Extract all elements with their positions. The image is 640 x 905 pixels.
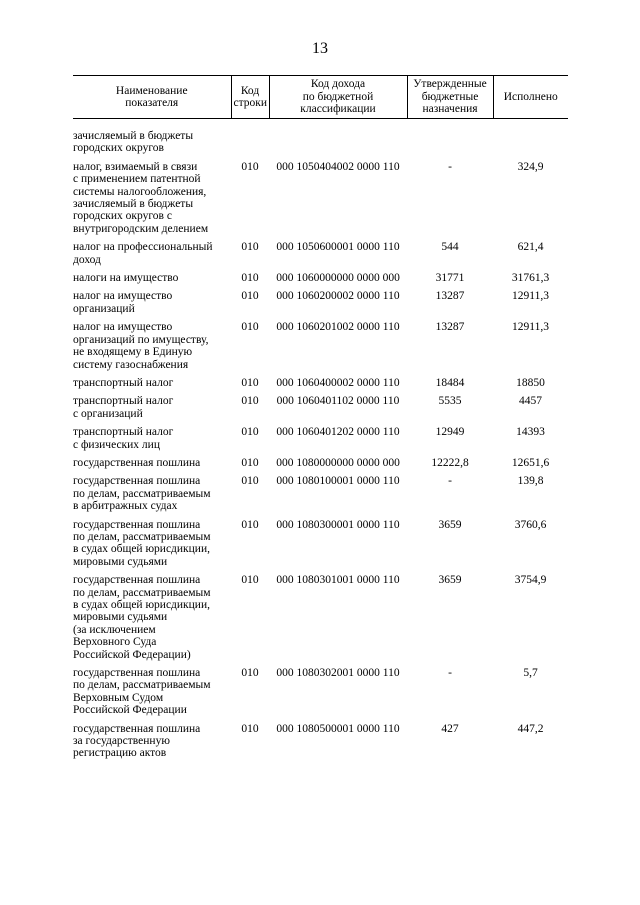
table-row — [73, 426, 568, 457]
line-code-cell — [231, 519, 269, 575]
line-code-cell — [231, 161, 269, 241]
table-row — [73, 667, 568, 723]
line-code: 010 — [241, 290, 259, 303]
approved-amount-cell — [407, 161, 493, 241]
budget-classification-code-cell — [269, 667, 407, 723]
line-code: 010 — [241, 395, 259, 408]
executed-amount-cell — [493, 475, 568, 518]
executed-amount: 14393 — [516, 426, 545, 439]
table-header-row — [73, 76, 568, 119]
budget-classification-code: 000 1060401202 0000 110 — [276, 426, 400, 439]
budget-classification-code: 000 1080100001 0000 110 — [276, 475, 400, 488]
table-row — [73, 119, 568, 161]
executed-amount: 18850 — [516, 376, 545, 389]
indicator-name-cell — [73, 161, 231, 241]
approved-amount-cell — [407, 426, 493, 457]
table-row — [73, 272, 568, 290]
approved-amount: 12222,8 — [431, 456, 469, 469]
budget-classification-code-cell — [269, 574, 407, 667]
line-code-cell — [231, 272, 269, 290]
executed-amount: 621,4 — [517, 241, 544, 254]
line-code-cell — [231, 667, 269, 723]
table-row — [73, 457, 568, 475]
approved-amount: 31771 — [435, 272, 465, 285]
budget-classification-code: 000 1080302001 0000 110 — [276, 667, 400, 680]
approved-amount: - — [448, 475, 452, 488]
approved-amount-cell — [407, 272, 493, 290]
budget-classification-code-cell — [269, 241, 407, 272]
budget-classification-code-cell — [269, 395, 407, 426]
line-code-cell — [231, 119, 269, 161]
approved-amount: - — [448, 667, 452, 680]
budget-classification-code: 000 1060400002 0000 110 — [276, 376, 400, 389]
indicator-name: государственная пошлина по делам, рассматриваемым в судах общей юрисдикции, мировыми судьями (за исключением Верховного Суда Российской Федерации) — [73, 574, 211, 661]
budget-classification-code: 000 1080300001 0000 110 — [276, 518, 400, 531]
executed-amount-cell — [493, 290, 568, 321]
table-row — [73, 290, 568, 321]
executed-amount: 12911,3 — [512, 290, 549, 303]
revenue-table — [73, 75, 568, 766]
indicator-name: государственная пошлина — [73, 456, 201, 469]
executed-amount-cell — [493, 377, 568, 395]
indicator-name: зачисляемый в бюджеты городских округов — [73, 130, 194, 155]
approved-amount: - — [448, 160, 452, 173]
executed-amount: 12651,6 — [511, 456, 550, 469]
indicator-name: транспортный налог с физических лиц — [73, 426, 174, 451]
budget-classification-code-cell — [269, 161, 407, 241]
executed-amount-cell — [493, 426, 568, 457]
header-label: Исполнено — [503, 90, 558, 103]
indicator-name: государственная пошлина за государственную регистрацию актов — [73, 722, 201, 760]
header-label: Наименование показателя — [115, 84, 188, 109]
budget-classification-code-cell — [269, 457, 407, 475]
line-code-cell — [231, 723, 269, 766]
header-executed — [493, 76, 568, 119]
line-code: 010 — [241, 722, 259, 735]
executed-amount-cell — [493, 395, 568, 426]
line-code: 010 — [241, 426, 259, 439]
approved-amount-cell — [407, 723, 493, 766]
indicator-name-cell — [73, 574, 231, 667]
approved-amount-cell — [407, 395, 493, 426]
approved-amount-cell — [407, 475, 493, 518]
budget-classification-code-cell — [269, 426, 407, 457]
line-code: 010 — [241, 574, 259, 587]
page-number: 13 — [312, 40, 328, 57]
budget-classification-code-cell — [269, 723, 407, 766]
indicator-name-cell — [73, 519, 231, 575]
approved-amount-cell — [407, 667, 493, 723]
line-code-cell — [231, 377, 269, 395]
table-row — [73, 321, 568, 377]
indicator-name: налог, взимаемый в связи с применением патентной системы налогообложения, зачисляемый в бюджеты городских округов с внутригородским делением — [73, 160, 209, 235]
indicator-name: налог на профессиональный доход — [73, 241, 213, 266]
indicator-name-cell — [73, 457, 231, 475]
table-row — [73, 241, 568, 272]
executed-amount-cell — [493, 272, 568, 290]
executed-amount: 4457 — [519, 395, 542, 408]
executed-amount: 139,8 — [517, 475, 544, 488]
budget-classification-code: 000 1060401102 0000 110 — [276, 395, 400, 408]
indicator-name: транспортный налог — [73, 376, 174, 389]
approved-amount: 13287 — [435, 321, 465, 334]
line-code-cell — [231, 475, 269, 518]
budget-classification-code-cell — [269, 290, 407, 321]
budget-classification-code: 000 1060201002 0000 110 — [276, 321, 400, 334]
approved-amount-cell — [407, 321, 493, 377]
executed-amount-cell — [493, 574, 568, 667]
line-code: 010 — [241, 667, 259, 680]
indicator-name-cell — [73, 723, 231, 766]
table-row — [73, 723, 568, 766]
budget-classification-code: 000 1080000000 0000 000 — [276, 456, 400, 469]
indicator-name-cell — [73, 377, 231, 395]
indicator-name: налог на имущество организаций — [73, 290, 173, 315]
approved-amount: 5535 — [438, 395, 462, 408]
line-code: 010 — [241, 475, 259, 488]
budget-classification-code-cell — [269, 475, 407, 518]
budget-classification-code: 000 1060000000 0000 000 — [276, 272, 400, 285]
indicator-name-cell — [73, 321, 231, 377]
indicator-name-cell — [73, 475, 231, 518]
executed-amount: 447,2 — [517, 722, 544, 735]
indicator-name-cell — [73, 119, 231, 161]
line-code-cell — [231, 321, 269, 377]
executed-amount-cell — [493, 667, 568, 723]
approved-amount-cell — [407, 457, 493, 475]
header-label: Утвержденные бюджетные назначения — [413, 78, 487, 116]
line-code-cell — [231, 457, 269, 475]
budget-classification-code: 000 1050600001 0000 110 — [276, 241, 400, 254]
approved-amount-cell — [407, 377, 493, 395]
executed-amount-cell — [493, 723, 568, 766]
budget-classification-code: 000 1050404002 0000 110 — [276, 160, 400, 173]
table-row — [73, 395, 568, 426]
line-code: 010 — [241, 518, 259, 531]
header-label: Код строки — [233, 84, 268, 109]
line-code-cell — [231, 395, 269, 426]
table-row — [73, 377, 568, 395]
line-code: 010 — [241, 241, 259, 254]
indicator-name: государственная пошлина по делам, рассматриваемым Верховным Судом Российской Федерации — [73, 667, 211, 717]
budget-classification-code: 000 1080301001 0000 110 — [276, 574, 400, 587]
header-indicator-name — [73, 76, 231, 119]
line-code-cell — [231, 241, 269, 272]
table-row — [73, 475, 568, 518]
approved-amount: 18484 — [435, 376, 465, 389]
executed-amount: 12911,3 — [512, 321, 549, 334]
budget-classification-code: 000 1060200002 0000 110 — [276, 290, 400, 303]
line-code: 010 — [241, 160, 259, 173]
approved-amount-cell — [407, 119, 493, 161]
executed-amount: 31761,3 — [511, 272, 550, 285]
line-code-cell — [231, 426, 269, 457]
header-budget-classification-code — [269, 76, 407, 119]
line-code-cell — [231, 574, 269, 667]
line-code: 010 — [241, 456, 259, 469]
indicator-name-cell — [73, 241, 231, 272]
approved-amount-cell — [407, 574, 493, 667]
table-row — [73, 519, 568, 575]
indicator-name-cell — [73, 290, 231, 321]
approved-amount: 544 — [441, 241, 459, 254]
indicator-name: налог на имущество организаций по имуществу, не входящему в Единую систему газоснабжения — [73, 321, 209, 371]
approved-amount-cell — [407, 241, 493, 272]
executed-amount: 3760,6 — [514, 518, 547, 531]
executed-amount-cell — [493, 119, 568, 161]
budget-classification-code-cell — [269, 119, 407, 161]
line-code: 010 — [241, 376, 259, 389]
header-line-code — [231, 76, 269, 119]
table-body — [73, 119, 568, 766]
indicator-name-cell — [73, 426, 231, 457]
approved-amount: 3659 — [438, 574, 462, 587]
indicator-name-cell — [73, 395, 231, 426]
budget-classification-code-cell — [269, 377, 407, 395]
budget-classification-code-cell — [269, 519, 407, 575]
executed-amount: 324,9 — [517, 160, 544, 173]
indicator-name: транспортный налог с организаций — [73, 395, 174, 420]
table-row — [73, 574, 568, 667]
budget-classification-code: 000 1080500001 0000 110 — [276, 722, 400, 735]
indicator-name: государственная пошлина по делам, рассматриваемым в судах общей юрисдикции, мировыми судьями — [73, 518, 211, 568]
executed-amount: 3754,9 — [514, 574, 547, 587]
approved-amount: 13287 — [435, 290, 465, 303]
indicator-name: государственная пошлина по делам, рассматриваемым в арбитражных судах — [73, 475, 211, 513]
indicator-name-cell — [73, 667, 231, 723]
approved-amount-cell — [407, 290, 493, 321]
indicator-name-cell — [73, 272, 231, 290]
executed-amount: 5,7 — [523, 667, 538, 680]
executed-amount-cell — [493, 519, 568, 575]
approved-amount: 427 — [441, 722, 459, 735]
budget-classification-code-cell — [269, 272, 407, 290]
approved-amount: 12949 — [435, 426, 465, 439]
budget-classification-code-cell — [269, 321, 407, 377]
executed-amount-cell — [493, 161, 568, 241]
executed-amount-cell — [493, 321, 568, 377]
line-code: 010 — [241, 321, 259, 334]
line-code: 010 — [241, 272, 259, 285]
line-code-cell — [231, 290, 269, 321]
executed-amount-cell — [493, 457, 568, 475]
table-row — [73, 161, 568, 241]
executed-amount-cell — [493, 241, 568, 272]
approved-amount-cell — [407, 519, 493, 575]
approved-amount: 3659 — [438, 518, 462, 531]
header-label: Код дохода по бюджетной классификации — [300, 78, 376, 116]
header-approved-budget — [407, 76, 493, 119]
indicator-name: налоги на имущество — [73, 272, 179, 285]
